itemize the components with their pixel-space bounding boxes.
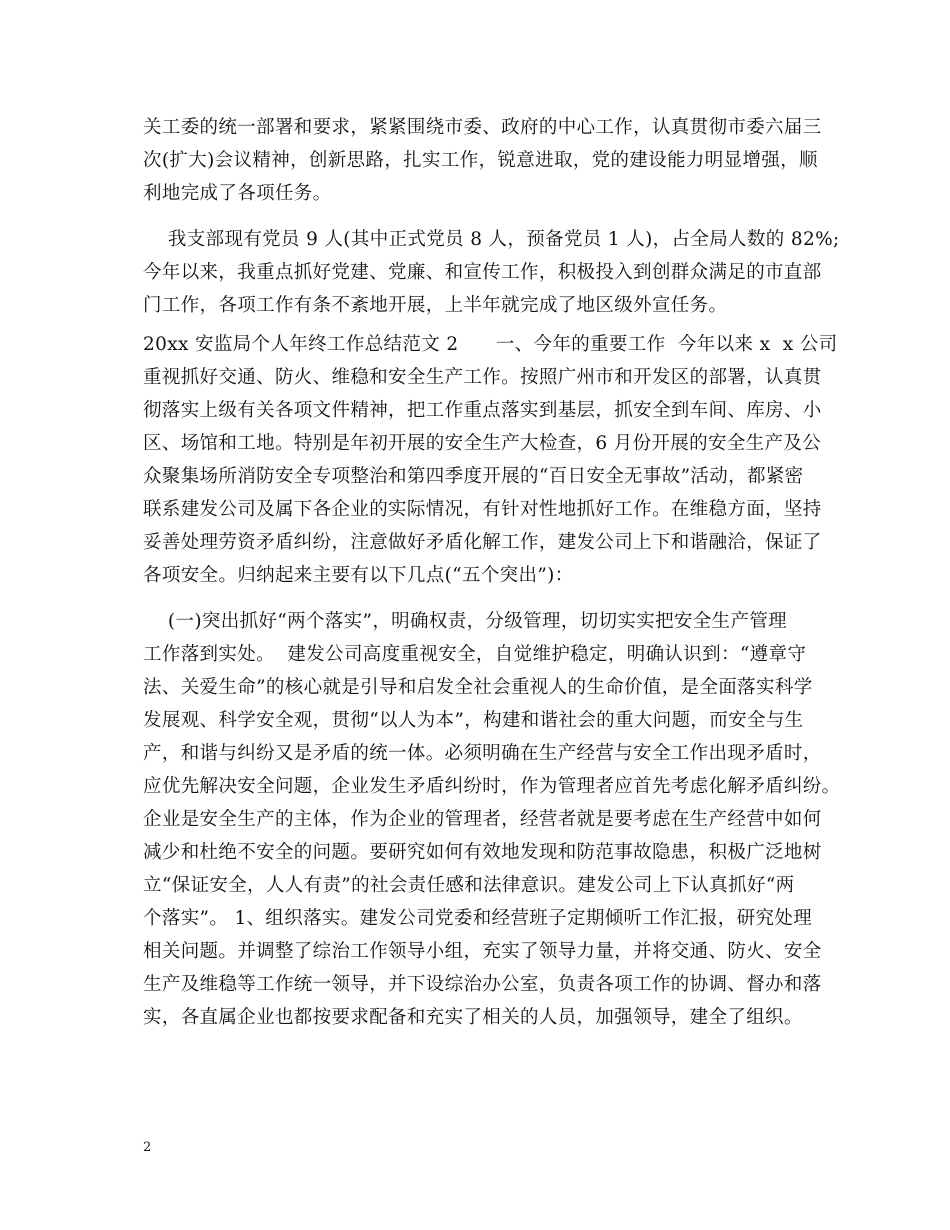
body-text-line: 今年以来，我重点抓好党建、党廉、和宣传工作，积极投入到创群众满足的市直部 bbox=[143, 262, 822, 283]
body-text-line: 各项安全。归纳起来主要有以下几点(“五个突出”)： bbox=[143, 565, 574, 586]
body-text-line: 发展观、科学安全观，贯彻“以人为本”，构建和谐社会的重大问题，而安全与生 bbox=[143, 710, 804, 731]
body-text-line: 实，各直属企业也都按要求配备和充实了相关的人员，加强领导，建全了组织。 bbox=[143, 1007, 803, 1028]
body-text-line: 生产及维稳等工作统一领导，并下设综治办公室，负责各项工作的协调、督办和落 bbox=[143, 974, 822, 995]
body-text-line: 相关问题。并调整了综治工作领导小组，充实了领导力量，并将交通、防火、安全 bbox=[143, 941, 822, 962]
body-text-line: 妥善处理劳资矛盾纠纷，注意做好矛盾化解工作，建发公司上下和谐融洽，保证了 bbox=[143, 532, 822, 553]
body-text-line: 众聚集场所消防安全专项整治和第四季度开展的“百日安全无事故”活动，都紧密 bbox=[143, 466, 804, 487]
body-text-line: 门工作，各项工作有条不紊地开展，上半年就完成了地区级外宣任务。 bbox=[143, 295, 728, 316]
body-text-line: 区、场馆和工地。特别是年初开展的安全生产大检查，6 月份开展的安全生产及公 bbox=[143, 433, 822, 454]
body-text-line: 减少和杜绝不安全的问题。要研究如何有效地发现和防范事故隐患，积极广泛地树 bbox=[143, 842, 822, 863]
body-text-line: 法、关爱生命”的核心就是引导和启发全社会重视人的生命价值，是全面落实科学 bbox=[143, 677, 813, 698]
body-text-line: 重视抓好交通、防火、维稳和安全生产工作。按照广州市和开发区的部署，认真贯 bbox=[143, 367, 822, 388]
body-text-line: 次(扩大)会议精神，创新思路，扎实工作，锐意进取，党的建设能力明显增强，顺 bbox=[143, 150, 818, 171]
body-text-line: 联系建发公司及属下各企业的实际情况，有针对性地抓好工作。在维稳方面，坚持 bbox=[143, 499, 822, 520]
body-text-line: (一)突出抓好“两个落实”，明确权责，分级管理，切切实实把安全生产管理 bbox=[143, 611, 788, 632]
body-text-line: 我支部现有党员 9 人(其中正式党员 8 人，预备党员 1 人)，占全局人数的 82%; bbox=[143, 229, 840, 250]
body-text-line: 立“保证安全，人人有责”的社会责任感和法律意识。建发公司上下认真抓好“两 bbox=[143, 875, 795, 896]
body-text-line: 产，和谐与纠纷又是矛盾的统一体。必须明确在生产经营与安全工作出现矛盾时， bbox=[143, 743, 822, 764]
section-heading-line: 20xx 安监局个人年终工作总结范文 2 一、今年的重要工作 今年以来 x x 公司 bbox=[143, 334, 838, 355]
body-text-line: 工作落到实处。 建发公司高度重视安全，自觉维护稳定，明确认识到：“遵章守 bbox=[143, 644, 807, 665]
body-text-line: 应优先解决安全问题，企业发生矛盾纠纷时，作为管理者应首先考虑化解矛盾纠纷。 bbox=[143, 776, 841, 797]
body-text-line: 利地完成了各项任务。 bbox=[143, 183, 332, 204]
body-text-line: 彻落实上级有关各项文件精神，把工作重点落实到基层，抓安全到车间、库房、小 bbox=[143, 400, 822, 421]
page-number: 2 bbox=[143, 1140, 152, 1155]
body-text-line: 企业是安全生产的主体，作为企业的管理者，经营者就是要考虑在生产经营中如何 bbox=[143, 809, 822, 830]
body-text-line: 个落实”。 1、组织落实。建发公司党委和经营班子定期倾听工作汇报，研究处理 bbox=[143, 908, 813, 929]
body-text-line: 关工委的统一部署和要求，紧紧围绕市委、政府的中心工作，认真贯彻市委六届三 bbox=[143, 117, 822, 138]
